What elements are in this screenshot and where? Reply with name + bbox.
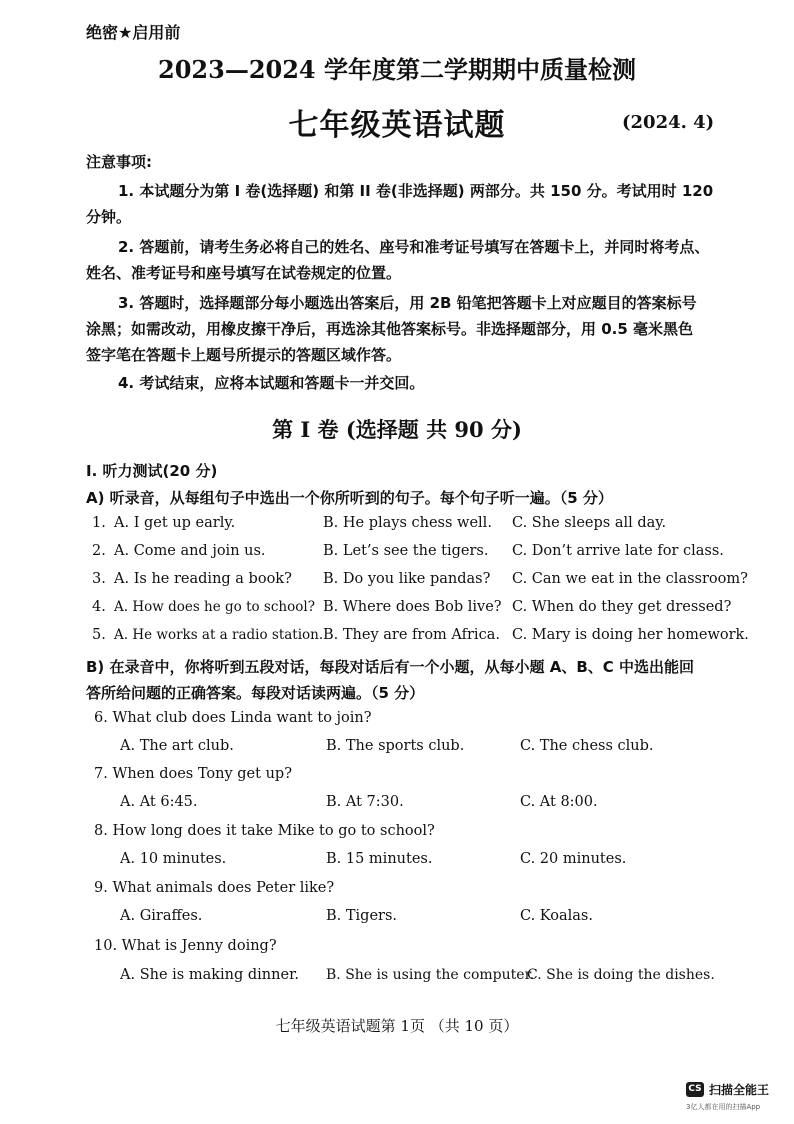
notice-title: 注意事项: [86, 153, 152, 171]
notice-line: 2. 答题前，请考生务必将自己的姓名、座号和准考证号填写在答题卡上，并同时将考点、 [118, 238, 710, 256]
option-c: C. At 8:00. [520, 794, 598, 810]
question-text: 10. What is Jenny doing? [94, 938, 277, 954]
option-b: B. Do you like pandas? [323, 571, 491, 587]
scanner-watermark-name: 扫描全能王 [709, 1083, 770, 1097]
option-c: C. When do they get dressed? [512, 599, 732, 615]
page-title: 七年级英语试题 [288, 108, 506, 143]
part-a-instruction: A) 听录音，从每组句子中选出一个你所听到的句子。每个句子听一遍。（5 分） [86, 489, 613, 507]
item-number: 3. [92, 571, 106, 587]
option-a: A. At 6:45. [120, 794, 198, 810]
option-a: A. Come and join us. [114, 543, 266, 559]
option-a: A. He works at a radio station. [114, 627, 324, 643]
listening-title: I. 听力测试(20 分) [86, 462, 218, 480]
exam-date: (2024. 4) [622, 112, 715, 133]
confidential-label: 绝密★启用前 [86, 23, 181, 42]
option-a: A. I get up early. [114, 515, 236, 531]
notice-line: 签字笔在答题卡上题号所提示的答题区域作答。 [86, 346, 402, 364]
notice-line: 分钟。 [86, 208, 132, 226]
option-a: A. How does he go to school? [114, 599, 315, 615]
section-title: 第 I 卷 (选择题 共 90 分) [272, 417, 522, 442]
item-number: 1. [92, 515, 106, 531]
option-b: B. They are from Africa. [323, 627, 500, 643]
option-c: C. Mary is doing her homework. [512, 627, 749, 643]
scanner-watermark-tagline: 3亿人都在用的扫描App [686, 1103, 761, 1111]
question-text: 7. When does Tony get up? [94, 766, 292, 782]
item-number: 2. [92, 543, 106, 559]
option-a: A. Is he reading a book? [114, 571, 292, 587]
page-footer: 七年级英语试题第 1页 （共 10 页） [275, 1017, 519, 1035]
option-c: C. Can we eat in the classroom? [512, 571, 748, 587]
option-c: C. Koalas. [520, 908, 593, 924]
option-a: A. She is making dinner. [120, 967, 300, 983]
option-b: B. Tigers. [326, 908, 398, 924]
part-b-instruction: B) 在录音中，你将听到五段对话，每段对话后有一个小题，从每小题 A、B、C 中选出能回 [86, 658, 695, 676]
option-b: B. He plays chess well. [323, 515, 492, 531]
item-number: 4. [92, 599, 106, 615]
option-b: B. 15 minutes. [326, 851, 433, 867]
question-text: 9. What animals does Peter like? [94, 880, 335, 896]
notice-line: 姓名、准考证号和座号填写在试卷规定的位置。 [86, 264, 402, 282]
option-c: C. The chess club. [520, 738, 654, 754]
question-text: 8. How long does it take Mike to go to school? [94, 823, 435, 839]
item-number: 5. [92, 627, 106, 643]
question-text: 6. What club does Linda want to join? [94, 710, 372, 726]
option-b: B. Where does Bob live? [323, 599, 502, 615]
scanner-logo-icon: CS [686, 1082, 704, 1097]
notice-line: 1. 本试题分为第 I 卷(选择题) 和第 II 卷(非选择题) 两部分。共 150 分。考试用时 120 [118, 182, 714, 200]
option-c: C. 20 minutes. [520, 851, 627, 867]
part-b-instruction: 答所给问题的正确答案。每段对话读两遍。（5 分） [86, 684, 425, 702]
option-b: B. At 7:30. [326, 794, 404, 810]
notice-line: 3. 答题时，选择题部分每小题选出答案后，用 2B 铅笔把答题卡上对应题目的答案标号 [118, 294, 697, 312]
option-c: C. She sleeps all day. [512, 515, 667, 531]
option-c: C. She is doing the dishes. [527, 967, 715, 983]
notice-line: 涂黑；如需改动，用橡皮擦干净后，再选涂其他答案标号。非选择题部分，用 0.5 毫米黑色 [86, 320, 694, 338]
option-b: B. The sports club. [326, 738, 465, 754]
option-a: A. Giraffes. [120, 908, 203, 924]
option-b: B. She is using the computer. [326, 967, 535, 983]
notice-line: 4. 考试结束，应将本试题和答题卡一并交回。 [118, 374, 425, 392]
option-a: A. 10 minutes. [120, 851, 227, 867]
option-b: B. Let’s see the tigers. [323, 543, 489, 559]
exam-heading: 2023—2024 学年度第二学期期中质量检测 [158, 55, 636, 84]
option-c: C. Don’t arrive late for class. [512, 543, 724, 559]
option-a: A. The art club. [120, 738, 234, 754]
